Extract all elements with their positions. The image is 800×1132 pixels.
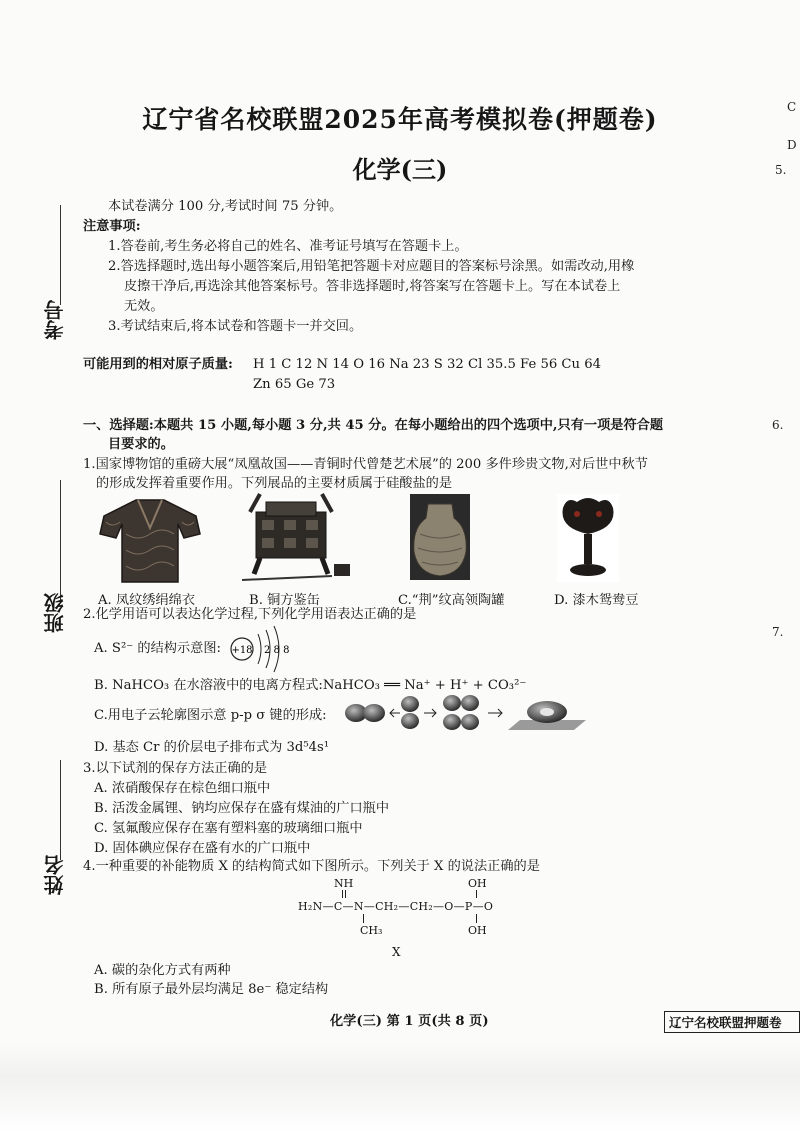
side-label-banji: 班级 [43, 593, 67, 633]
nucleus-charge: +18 [231, 645, 253, 656]
p-p-sigma-orbital-diagram [342, 690, 590, 736]
q3-option-b: B. 活泼金属锂、钠均应保存在盛有煤油的广口瓶中 [94, 801, 390, 816]
q4-stem: 4.一种重要的补能物质 X 的结构简式如下图所示。下列关于 X 的说法正确的是 [83, 859, 540, 874]
q2-option-c: C.用电子云轮廓图示意 p-p σ 键的形成: [94, 708, 327, 723]
note-item: 皮擦干净后,再选涂其他答案标号。答非选择题时,将答案写在答题卡上。写在本试卷上 [124, 279, 621, 294]
q3-option-a: A. 浓硝酸保存在棕色细口瓶中 [94, 781, 271, 796]
struct-oh-bottom: OH [468, 924, 487, 937]
struct-ch3: CH₃ [360, 924, 383, 937]
edge-mark: D [787, 138, 797, 152]
atomic-mass-label: 可能用到的相对原子质量: [83, 357, 233, 372]
lacquer-dou-image [557, 494, 619, 582]
atomic-mass-line1: H 1 C 12 N 14 O 16 Na 23 S 32 Cl 35.5 Fe 56 Cu 64 [253, 357, 601, 372]
pottery-jar-image [410, 494, 470, 580]
q4-option-a: A. 碳的杂化方式有两种 [94, 963, 231, 978]
section-heading-cont: 目要求的。 [108, 437, 174, 452]
q3-option-d: D. 固体碘应保存在盛有水的广口瓶中 [94, 841, 311, 856]
struct-main-chain: H₂N—C—N—CH₂—CH₂—O—P—O [298, 900, 494, 913]
binding-line [60, 205, 61, 305]
struct-double-bond [342, 890, 343, 898]
edge-mark: 6. [772, 418, 784, 432]
side-label-xingming: 姓名 [43, 855, 67, 895]
struct-bond [363, 914, 364, 923]
q1-stem: 1.国家博物馆的重磅大展“凤凰故国——青铜时代曾楚艺术展”的 200 多件珍贵文物,对后世中秋节 [83, 457, 648, 472]
exam-subtitle: 化学(三) [352, 155, 448, 184]
exam-title: 辽宁省名校联盟2025年高考模拟卷(押题卷) [142, 105, 658, 134]
q1-option-b: B. 铜方鉴缶 [249, 593, 320, 608]
silk-robe-image [98, 494, 202, 586]
q1-stem-cont: 的形成发挥着重要作用。下列展品的主要材质属于硅酸盐的是 [96, 476, 453, 491]
q1-option-a: A. 凤纹绣绢绵衣 [98, 593, 196, 608]
section-heading: 一、选择题:本题共 15 小题,每小题 3 分,共 45 分。在每小题给出的四个选项中,只有一项是符合题 [83, 418, 664, 433]
scan-shadow [0, 1040, 800, 1132]
struct-bond [476, 914, 477, 923]
bronze-jian-fou-image [236, 494, 356, 586]
q2-option-d: D. 基态 Cr 的价层电子排布式为 3d⁵4s¹ [94, 740, 330, 755]
edge-mark: C [787, 100, 797, 114]
q1-option-c: C.“荆”纹高领陶罐 [398, 593, 505, 608]
q3-stem: 3.以下试剂的保存方法正确的是 [83, 761, 268, 776]
note-item: 1.答卷前,考生务必将自己的姓名、准考证号填写在答题卡上。 [108, 239, 468, 254]
note-item: 2.答选择题时,选出每小题答案后,用铅笔把答题卡对应题目的答案标号涂黑。如需改动,用橡 [108, 259, 635, 274]
page-footer: 化学(三) 第 1 页(共 8 页) [330, 1014, 489, 1029]
intro-text: 本试卷满分 100 分,考试时间 75 分钟。 [108, 199, 343, 214]
note-item: 3.考试结束后,将本试卷和答题卡一并交回。 [108, 319, 363, 334]
q3-option-c: C. 氢氟酸应保存在塞有塑料塞的玻璃细口瓶中 [94, 821, 363, 836]
notes-heading: 注意事项: [83, 219, 141, 234]
q2-option-a: A. S²⁻ 的结构示意图: [94, 641, 221, 656]
edge-mark: 7. [772, 625, 784, 639]
binding-line [60, 480, 61, 600]
struct-label: X [392, 945, 401, 959]
ion-structure-diagram [228, 624, 290, 674]
q2-stem: 2.化学用语可以表达化学过程,下列化学用语表达正确的是 [83, 607, 417, 622]
struct-double-bond [345, 890, 346, 898]
edge-mark: 5. [775, 163, 787, 177]
binding-line [60, 760, 61, 860]
atomic-mass-line2: Zn 65 Ge 73 [253, 377, 336, 392]
q1-option-d: D. 漆木鸳鸯豆 [554, 593, 639, 608]
struct-oh-top: OH [468, 877, 487, 890]
shell-electrons: 2 8 8 [264, 645, 290, 656]
q2-option-b: B. NaHCO₃ 在水溶液中的电离方程式:NaHCO₃ ══ Na⁺ + H⁺ + CO₃²⁻ [94, 678, 527, 693]
struct-nh: NH [334, 877, 354, 890]
q4-option-b: B. 所有原子最外层均满足 8e⁻ 稳定结构 [94, 982, 329, 997]
note-item: 无效。 [124, 299, 164, 314]
struct-bond [476, 890, 477, 898]
brand-stamp: 辽宁名校联盟押题卷 [664, 1011, 800, 1033]
side-label-kaohao: 考号 [43, 300, 67, 340]
